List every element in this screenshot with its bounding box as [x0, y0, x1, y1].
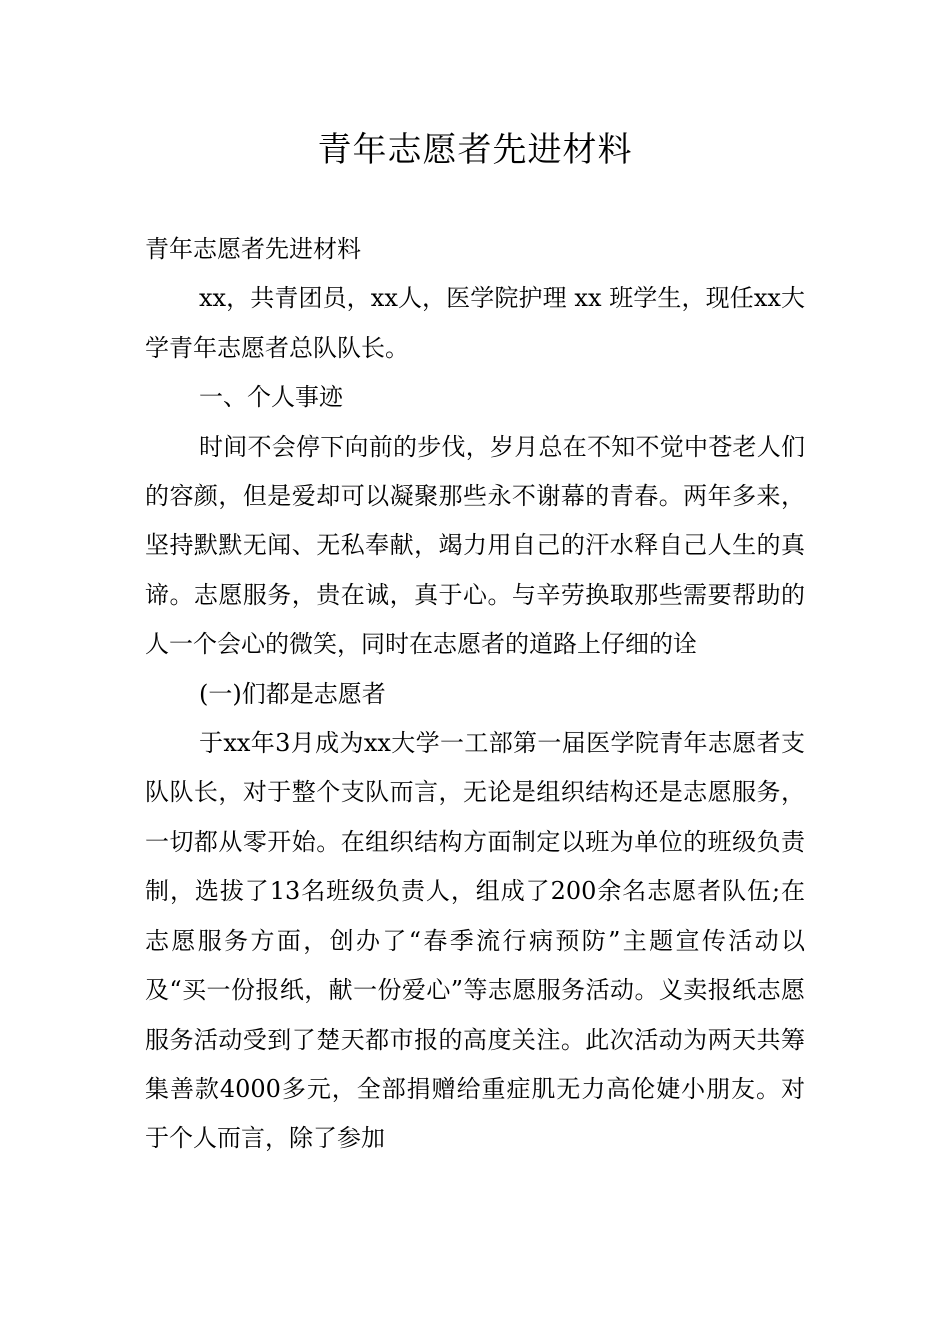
body-paragraph: 时间不会停下向前的步伐，岁月总在不知不觉中苍老人们的容颜，但是爱却可以凝聚那些永不谢幕的青春。两年多来，坚持默默无闻、无私奉献，竭力用自己的汗水释自己人生的真谛。志愿服务，贵在诚，真于心。与辛劳换取那些需要帮助的人一个会心的微笑，同时在志愿者的道路上仔细的诠: [145, 432, 805, 659]
intro-paragraph: xx，共青团员，xx人，医学院护理 xx 班学生，现任xx大学青年志愿者总队队长。: [145, 284, 805, 362]
section-heading: 一、个人事迹: [199, 383, 343, 412]
subsection-heading: (一)们都是志愿者: [199, 679, 386, 708]
body-paragraph: 于xx年3月成为xx大学一工部第一届医学院青年志愿者支队队长，对于整个支队而言，无论是组织结构还是志愿服务，一切都从零开始。在组织结构方面制定以班为单位的班级负责制，选拔了13名班级负责人，组成了200余名志愿者队伍;在志愿服务方面，创办了“春季流行病预防”主题宣传活动以及“买一份报纸，献一份爱心”等志愿服务活动。义卖报纸志愿服务活动受到了楚天都市报的高度关注。此次活动为两天共筹集善款4000多元，全部捐赠给重症肌无力高伦婕小朋友。对于个人而言，除了参加: [145, 729, 805, 1153]
document-title: 青年志愿者先进材料: [317, 130, 633, 170]
document-body: [145, 225, 805, 1164]
subtitle-paragraph: 青年志愿者先进材料: [145, 235, 361, 263]
